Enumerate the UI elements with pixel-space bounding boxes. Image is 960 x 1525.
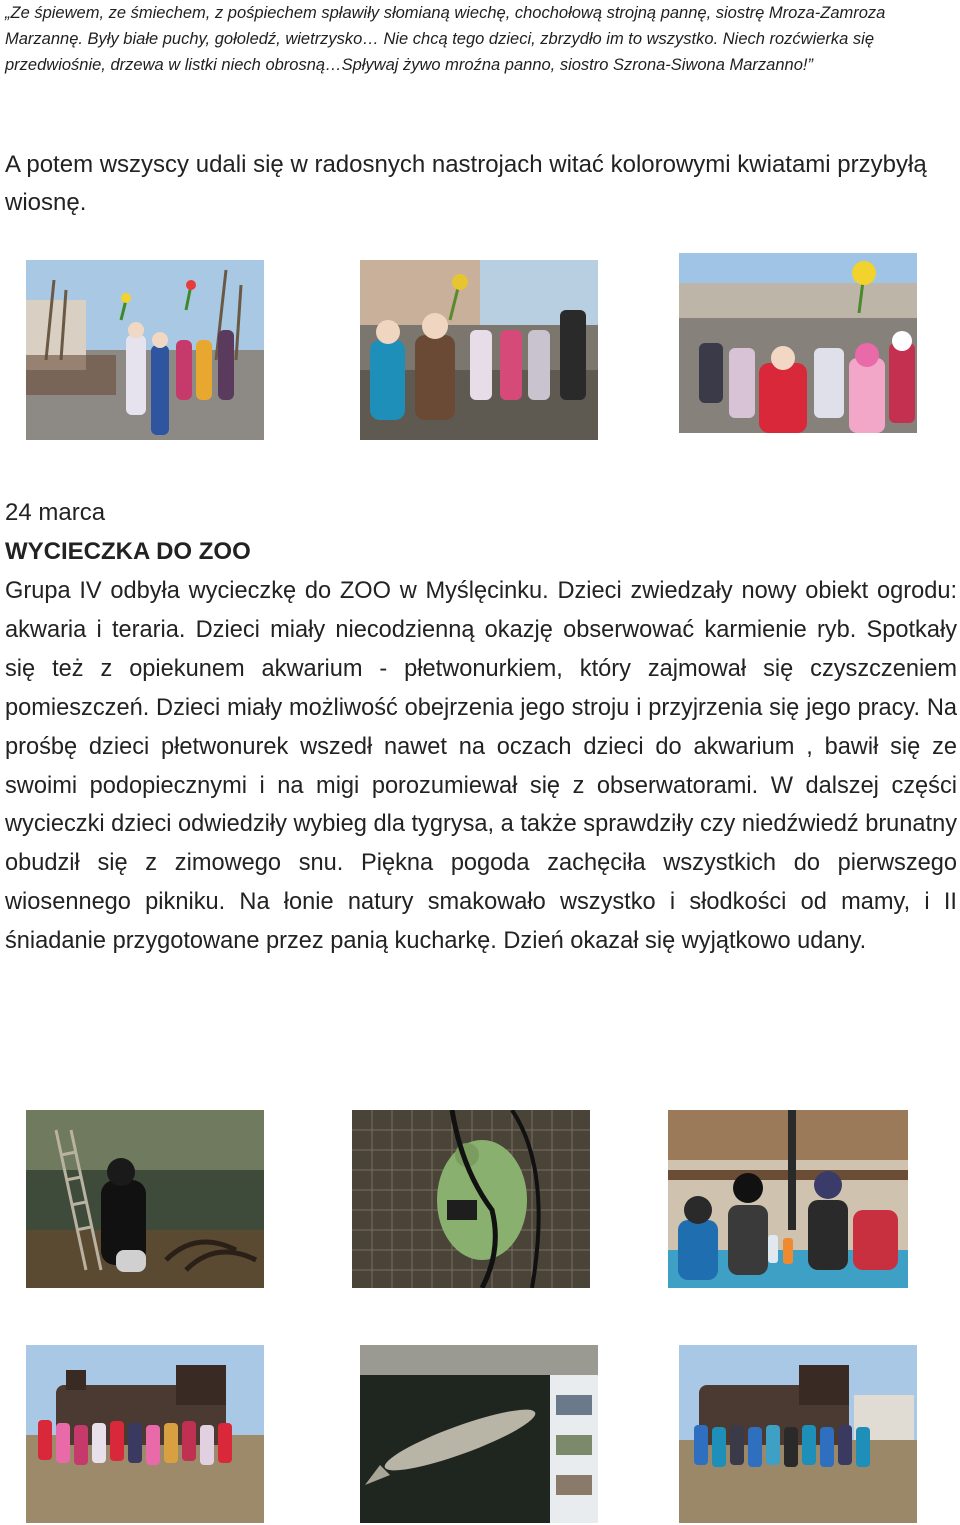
intro-paragraph: A potem wszyscy udali się w radosnych nastrojach witać kolorowymi kwiatami przybyłą wiosnę. xyxy=(5,151,927,216)
photo-picnic xyxy=(668,1110,908,1288)
poem-text: „Ze śpiewem, ze śmiechem, z pośpiechem spławiły słomianą wiechę, chochołową strojną pannę, siostrę Mroza-Zamroza Marzannę. Były białe puchy, gołoledź, wietrzysko… Nie chcą tego dzieci, zbrzydło im to wszystko. Niech rozćwierka się przedwiośnie, drzewa w listki niech obrosną…Spływaj żywo mroźna panno, siostro Szrona-Siwona Marzanno!” xyxy=(5,4,886,74)
event-date: 24 marca xyxy=(5,499,106,526)
photo-group-locomotive-1 xyxy=(26,1345,264,1523)
photo-diver-aquarium xyxy=(26,1110,264,1288)
photo-spring-walk-3 xyxy=(679,253,917,433)
photo-spring-walk-1 xyxy=(26,260,264,440)
event-body: Grupa IV odbyła wycieczkę do ZOO w Myślęcinku. Dzieci zwiedzały nowy obiekt ogrodu: akwaria i teraria. Dzieci miały niecodzienną okazję obserwować karmienie ryb. Spotkały się też z opiekunem akwarium - płetwonurkiem, który zajmował się czyszczeniem pomieszczeń. Dzieci miały możliwość obejrzenia jego stroju i przyjrzenia się jego pracy. Na prośbę dzieci płetwonurek wszedł nawet na oczach dzieci do akwarium , bawił się ze swoimi podopiecznymi i na migi porozumiewał się z obserwatorami. W dalszej części wycieczki dzieci odwiedziły wybieg dla tygrysa, a także sprawdziły czy niedźwiedź brunatny obudził się z zimowego snu. Piękna pogoda zachęciła wszystkich do pierwszego wiosennego pikniku. Na łonie natury smakowało wszystko i słodkości od mamy, i II śniadanie przygotowane przez panią kucharkę. Dzień okazał się wyjątkowo udany. xyxy=(5,578,958,955)
photo-chameleon-terrarium xyxy=(352,1110,590,1288)
photo-spring-walk-2 xyxy=(360,260,598,440)
photo-group-locomotive-2 xyxy=(679,1345,917,1523)
photo-sturgeon-aquarium xyxy=(360,1345,598,1523)
event-title: WYCIECZKA DO ZOO xyxy=(5,538,251,565)
